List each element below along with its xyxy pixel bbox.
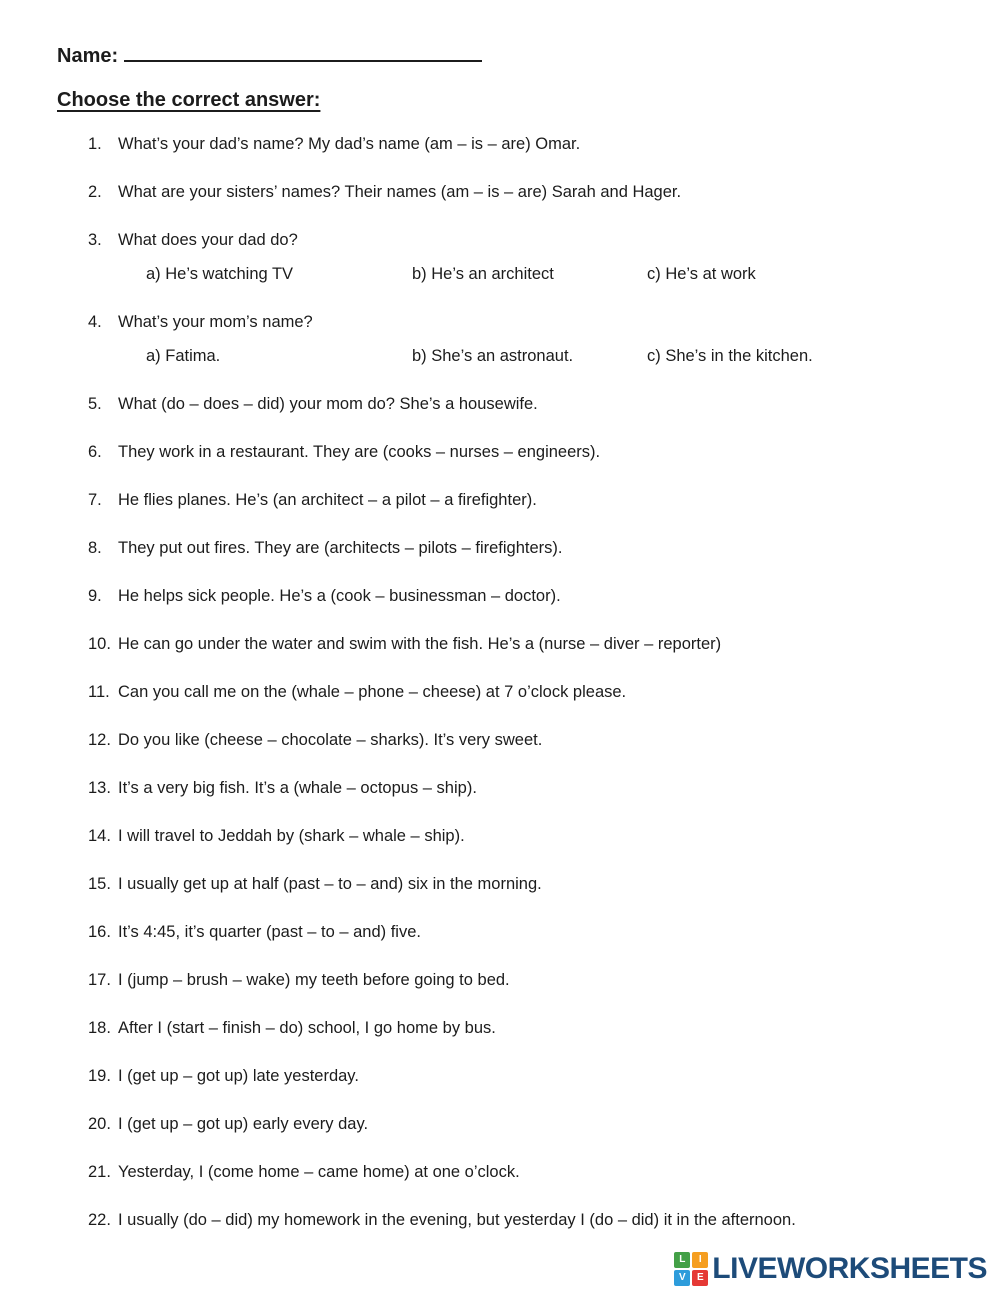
question-text: I usually (do – did) my homework in the evening, but yesterday I (do – did) it in the afternoon.: [118, 1211, 796, 1229]
question-number: 6.: [88, 443, 102, 461]
question-text: It’s 4:45, it’s quarter (past – to – and) five.: [118, 923, 421, 941]
question-text: Do you like (cheese – chocolate – sharks). It’s very sweet.: [118, 731, 543, 749]
question-number: 20.: [88, 1115, 111, 1133]
question-text: Yesterday, I (come home – came home) at one o’clock.: [118, 1163, 520, 1181]
question-text: I (get up – got up) early every day.: [118, 1115, 369, 1133]
question-text: What’s your dad’s name? My dad’s name (am – is – are) Omar.: [118, 135, 581, 153]
question-text: They put out fires. They are (architects – pilots – firefighters).: [118, 539, 563, 557]
question-text: He can go under the water and swim with the fish. He’s a (nurse – diver – reporter): [118, 635, 722, 653]
question-text: What does your dad do?: [118, 231, 298, 249]
question-number: 12.: [88, 731, 111, 749]
logo-tile-i: I: [692, 1252, 708, 1268]
question-10: [88, 633, 970, 655]
question-number: 19.: [88, 1067, 111, 1085]
question-number: 21.: [88, 1163, 111, 1181]
liveworksheets-wordmark: LIVEWORKSHEETS: [712, 1252, 987, 1285]
question-number: 3.: [88, 231, 102, 249]
question-2: [88, 181, 970, 203]
question-number: 15.: [88, 875, 111, 893]
question-text: It’s a very big fish. It’s a (whale – octopus – ship).: [118, 779, 477, 797]
question-number: 2.: [88, 183, 102, 201]
question-16: [88, 921, 970, 943]
question-number: 9.: [88, 587, 102, 605]
question-number: 14.: [88, 827, 111, 845]
question-text: They work in a restaurant. They are (cooks – nurses – engineers).: [118, 443, 601, 461]
question-list: [57, 133, 970, 1257]
option-b[interactable]: b) She’s an astronaut.: [412, 347, 574, 365]
logo-tile-e: E: [692, 1270, 708, 1286]
question-number: 13.: [88, 779, 111, 797]
question-19: [88, 1065, 970, 1087]
question-20: [88, 1113, 970, 1135]
question-9: [88, 585, 970, 607]
question-13: [88, 777, 970, 799]
question-text: I usually get up at half (past – to – and) six in the morning.: [118, 875, 542, 893]
instruction-heading: Choose the correct answer:: [57, 89, 321, 111]
question-number: 10.: [88, 635, 111, 653]
question-number: 16.: [88, 923, 111, 941]
question-number: 11.: [88, 683, 110, 701]
question-number: 5.: [88, 395, 102, 413]
question-text: I will travel to Jeddah by (shark – whale – ship).: [118, 827, 465, 845]
logo-tile-v: V: [674, 1270, 690, 1286]
question-3: [88, 229, 970, 285]
question-15: [88, 873, 970, 895]
question-12: [88, 729, 970, 751]
question-number: 1.: [88, 135, 102, 153]
question-text: After I (start – finish – do) school, I go home by bus.: [118, 1019, 496, 1037]
name-label: Name:: [57, 45, 119, 67]
option-a[interactable]: a) He’s watching TV: [146, 265, 294, 283]
question-11: [88, 681, 970, 703]
question-1: [88, 133, 970, 155]
option-b[interactable]: b) He’s an architect: [412, 265, 554, 283]
question-number: 8.: [88, 539, 102, 557]
question-21: [88, 1161, 970, 1183]
liveworksheets-logo-icon: [674, 1252, 708, 1286]
logo-tile-l: L: [674, 1252, 690, 1268]
option-c[interactable]: c) She’s in the kitchen.: [647, 347, 813, 365]
question-number: 18.: [88, 1019, 111, 1037]
question-17: [88, 969, 970, 991]
options-row: [146, 345, 970, 367]
question-22: [88, 1209, 970, 1231]
question-text: What are your sisters’ names? Their names (am – is – are) Sarah and Hager.: [118, 183, 682, 201]
question-text: Can you call me on the (whale – phone – cheese) at 7 o’clock please.: [118, 683, 627, 701]
question-text: He flies planes. He’s (an architect – a pilot – a firefighter).: [118, 491, 537, 509]
question-text: He helps sick people. He’s a (cook – businessman – doctor).: [118, 587, 561, 605]
liveworksheets-footer: [674, 1252, 987, 1286]
question-6: [88, 441, 970, 463]
option-a[interactable]: a) Fatima.: [146, 347, 221, 365]
question-text: I (get up – got up) late yesterday.: [118, 1067, 359, 1085]
question-number: 22.: [88, 1211, 111, 1229]
question-7: [88, 489, 970, 511]
name-row: [57, 44, 482, 68]
question-5: [88, 393, 970, 415]
options-row: [146, 263, 970, 285]
question-8: [88, 537, 970, 559]
question-number: 17.: [88, 971, 111, 989]
question-text: I (jump – brush – wake) my teeth before going to bed.: [118, 971, 510, 989]
question-number: 7.: [88, 491, 102, 509]
option-c[interactable]: c) He’s at work: [647, 265, 756, 283]
question-4: [88, 311, 970, 367]
question-18: [88, 1017, 970, 1039]
question-text: What’s your mom’s name?: [118, 313, 313, 331]
question-14: [88, 825, 970, 847]
question-number: 4.: [88, 313, 102, 331]
question-text: What (do – does – did) your mom do? She’s a housewife.: [118, 395, 538, 413]
name-blank-line[interactable]: [124, 44, 482, 62]
